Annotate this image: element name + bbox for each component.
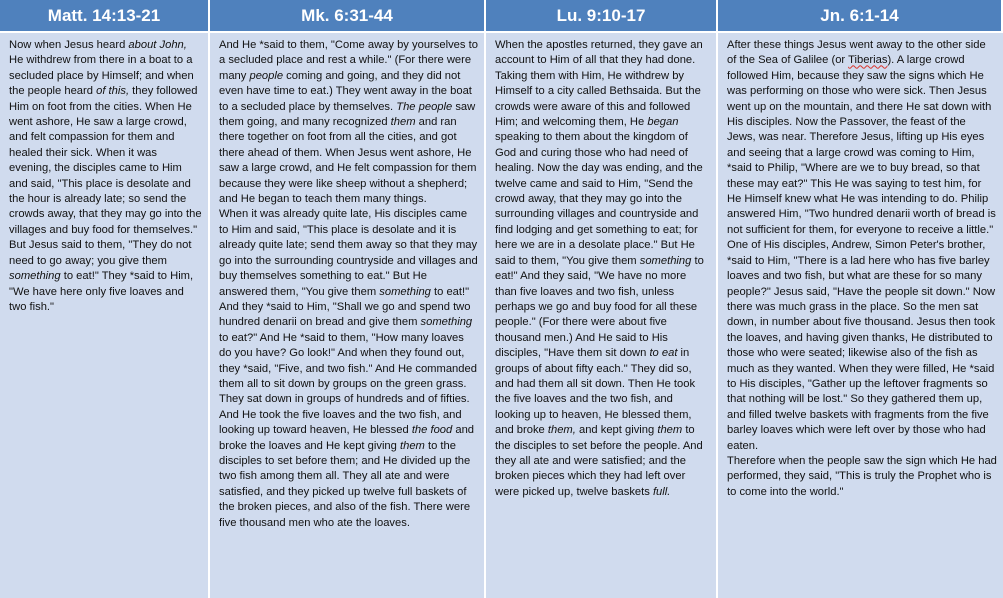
italic-text: something xyxy=(420,316,473,329)
passage-text: When it was already quite late, His disciples came to Him and said, "This place is desolate and it is already quite late; send them away so that they may go into the surrounding countryside and villages and buy themselves something to eat." But He answered them, "You give them xyxy=(219,208,478,298)
passage-text: He withdrew from there in a boat to a secluded place by Himself; and when the people heard xyxy=(9,54,194,98)
passage-text: to eat!" They *said to Him, "We have here only five loaves and two fish." xyxy=(9,270,194,313)
passage-luke xyxy=(486,33,718,598)
italic-text: the food xyxy=(411,424,453,437)
passage-text: to eat!" And they *said to Him, "Shall we go and spend two hundred denarii on bread and give them xyxy=(219,285,471,329)
italic-text: something xyxy=(379,285,431,298)
italic-text: something xyxy=(639,254,692,267)
header-mark: Mk. 6:31-44 xyxy=(210,0,486,33)
passage-text: to eat?" And He *said to them, "How many loaves do you have? Go look!" And when they found out, they *said, "Five, and two fish." And He commanded them all to sit down by groups on the green grass. They sat down in groups of hundreds and of fifties. And He took the five loaves and the two fish, and looking up toward heaven, He blessed xyxy=(219,331,477,437)
passage-text: speaking to them about the kingdom of God and curing those who had need of healing. Now the day was ending, and the twelve came and said to Him, "Send the crowd away, that they may go into the surrounding villages and countryside and find lodging and get something to eat; for here we are in a desolate place." But He said to them, "You give them xyxy=(495,131,703,267)
italic-text: them, xyxy=(547,424,576,437)
passage-text: After these things Jesus went away to the other side of the Sea of Galilee (or xyxy=(727,39,986,67)
italic-text: The people xyxy=(396,100,453,113)
header-luke: Lu. 9:10-17 xyxy=(486,0,718,33)
passage-text: they followed Him on foot from the cities. When He went ashore, He saw a large crowd, and felt compassion for them and healed their sick. When it was evening, the disciples came to Him and said, "This place is desolate and the hour is already late; so send the crowds away, that they may go into the villages and buy food for themselves." But Jesus said to them, "They do not need to go away; you give them xyxy=(9,85,202,267)
passage-john xyxy=(718,33,1003,598)
passage-text: to the disciples to set before them; and He divided up the two fish among them all. They all ate and were satisfied, and they picked up twelve full baskets of the broken pieces, and also of the fish. There were five thousand men who ate the loaves. xyxy=(219,439,471,529)
italic-text: people xyxy=(249,69,284,82)
passage-text: to the disciples to set before the people. And they all ate and were satisfied; and the broken pieces which they had left over were picked up, twelve baskets xyxy=(495,424,703,498)
passage-text: ). A large crowd followed Him, because they saw the signs which He was performing on those who were sick. Then Jesus went up on the mountain, and there He sat down with His disciples. Now the Passover, the feast of the Jews, was near. Therefore Jesus, lifting up His eyes and seeing that a large crowd was coming to Him, *said to Philip, "Where are we to buy bread, so that these may eat?" This He was saying to test him, for He Himself knew what He was intending to do. Philip answered Him, "Two hundred denarii worth of bread is not sufficient for them, for everyone to receive a little." One of His disciples, Andrew, Simon Peter's brother, *said to Him, "There is a lad here who has five barley loaves and two fish, but what are these for so many people?" Jesus said, "Have the people sit down." Now there was much grass in the place. So the men sat down, in number about five thousand. Jesus then took the loaves, and having given thanks, He distributed to those who were seated; likewise also of the fish as much as they wanted. When they were filled, He *said to His disciples, "Gather up the leftover fragments so that nothing will be lost." So they gathered them up, and filled twelve baskets with fragments from the five barley loaves which were left over by those who had eaten. xyxy=(727,54,996,452)
italic-text: about John, xyxy=(128,39,187,51)
header-matthew: Matt. 14:13-21 xyxy=(0,0,210,33)
passage-text: and ran there together on foot from all the cities, and got there ahead of them. When Jesus went ashore, He saw a large crowd, and He felt compassion for them because they were like sheep without a shepherd; and He began to teach them many things. xyxy=(219,116,477,206)
spellcheck-flagged-text: Tiberias xyxy=(848,54,888,67)
italic-text: full. xyxy=(652,485,671,498)
passage-text: Therefore when the people saw the sign which He had performed, they said, "This is truly the Prophet who is to come into the world." xyxy=(727,454,997,498)
passage-text: When the apostles returned, they gave an account to Him of all that they had done. Taking them with Him, He withdrew by Himself to a city called Bethsaida. But the crowds were aware of this and followed Him; and welcoming them, He xyxy=(495,39,703,129)
passage-text: coming and going, and they did not even have time to eat.) They went away in the boat to a secluded place by themselves. xyxy=(219,69,472,113)
italic-text: began xyxy=(647,116,679,129)
passage-text: and kept giving xyxy=(575,424,658,437)
passage-text: to eat!" And they said, "We have no more than five loaves and two fish, unless perhaps we go and buy food for all these people." (For there were about five thousand men.) And He said to His disciples, "Have them sit down xyxy=(495,254,704,360)
passage-text: And He *said to them, "Come away by yourselves to a secluded place and rest a while." (For there were many xyxy=(219,39,478,82)
passage-mark xyxy=(210,33,486,598)
italic-text: them xyxy=(657,424,683,437)
passage-text: in groups of about fifty each." They did so, and had them all sit down. Then He took the five loaves and the two fish, and looking up to heaven, He blessed them, and broke xyxy=(495,347,696,437)
header-john: Jn. 6:1-14 xyxy=(718,0,1003,33)
italic-text: them xyxy=(390,116,416,129)
italic-text: to eat xyxy=(649,347,678,360)
italic-text: of this, xyxy=(96,85,130,98)
passage-matthew xyxy=(0,33,210,598)
italic-text: something xyxy=(9,270,61,283)
italic-text: them xyxy=(399,439,425,452)
passage-text: saw them going, and many recognized xyxy=(219,100,476,129)
passage-text: Now when Jesus heard xyxy=(9,39,129,51)
passage-text: and broke the loaves and He kept giving xyxy=(219,424,475,452)
